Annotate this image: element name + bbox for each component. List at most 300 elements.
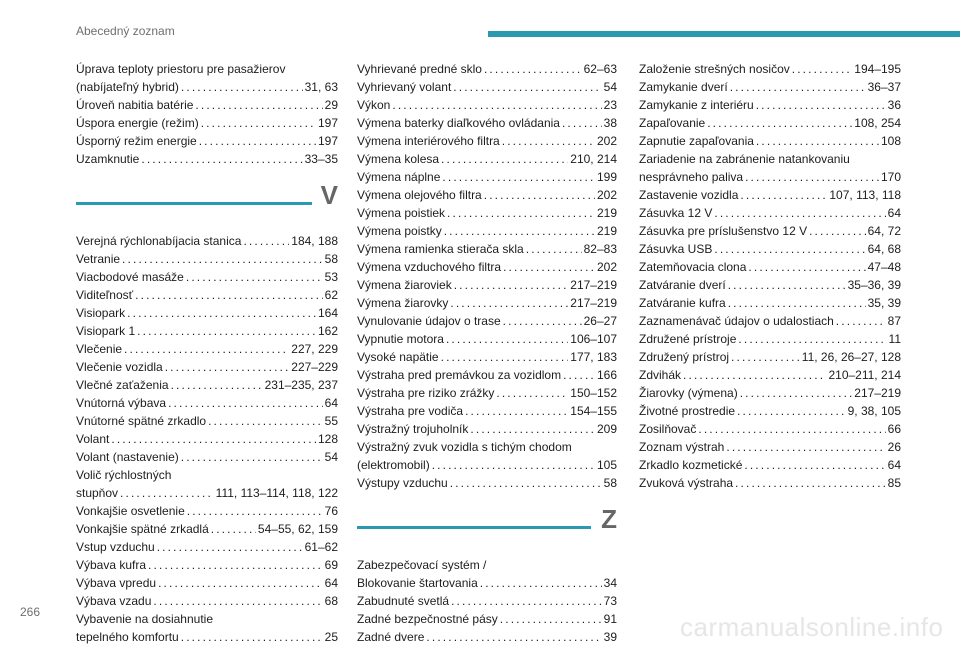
index-entry (76, 268, 338, 286)
index-entry-label: Vetranie (76, 252, 121, 266)
index-entry-line (357, 420, 617, 438)
index-entry-line (357, 384, 617, 402)
index-entry-pages: 231–235, 237 (264, 378, 338, 392)
index-entry (639, 276, 901, 294)
dot-leader (740, 186, 827, 204)
index-entry-line (639, 348, 901, 366)
index-entry-label: Výmena ramienka stierača skla (357, 242, 524, 256)
index-entry-line (357, 168, 617, 186)
index-entry-line (76, 114, 338, 132)
index-entry-line (639, 420, 901, 438)
dot-leader (432, 456, 595, 474)
index-entry-pages: 111, 113–114, 118, 122 (215, 486, 338, 500)
index-entry-pages: 162 (317, 324, 338, 338)
index-entry-pages: 58 (324, 252, 338, 266)
dot-leader (153, 592, 322, 610)
index-column-1 (76, 60, 338, 646)
index-entry (639, 474, 901, 492)
index-entry (357, 186, 617, 204)
dot-leader (745, 168, 879, 186)
index-entry-label-line: Zabezpečovací systém / (357, 558, 487, 572)
index-entry-pages: 210–211, 214 (828, 368, 901, 382)
index-entry-label: Výmena baterky diaľkového ovládania (357, 116, 560, 130)
index-entry-label: Vlečenie vozidla (76, 360, 163, 374)
index-entry (357, 150, 617, 168)
index-entry (357, 366, 617, 384)
index-entry-line (76, 502, 338, 520)
index-entry-label: Vyhrievané predné sklo (357, 62, 482, 76)
index-entry-pages: 197 (317, 134, 338, 148)
dot-leader (756, 96, 886, 114)
index-entry-line (639, 312, 901, 330)
index-entry-line (639, 438, 901, 456)
dot-leader (738, 330, 886, 348)
dot-leader (465, 402, 568, 420)
index-entry-label: stupňov (76, 486, 119, 500)
index-entry-line (357, 132, 617, 150)
dot-leader (120, 484, 214, 502)
index-entry-line (76, 412, 338, 430)
dot-leader (441, 348, 569, 366)
dot-leader (158, 574, 323, 592)
index-entry-pages: 219 (596, 224, 617, 238)
index-entry-pages: 25 (324, 630, 338, 644)
index-entry-line (76, 268, 338, 286)
index-entry-label: Vypnutie motora (357, 332, 444, 346)
dot-leader (756, 132, 879, 150)
index-entry-label: Zoznam výstrah (639, 440, 725, 454)
index-entry-label-line: Zariadenie na zabránenie natankovaniu (639, 152, 850, 166)
index-entry-label: Zastavenie vozidla (639, 188, 739, 202)
dot-leader (503, 258, 595, 276)
index-entry (357, 348, 617, 366)
index-entry-pages: 69 (324, 558, 338, 572)
index-entry-pages: 26 (887, 440, 901, 454)
index-entry-pages: 197 (317, 116, 338, 130)
index-entry (357, 258, 617, 276)
index-entry-line (76, 232, 338, 250)
index-entry-label: Zatemňovacia clona (639, 260, 747, 274)
dot-leader (730, 78, 866, 96)
index-entry-pages: 58 (603, 476, 617, 490)
dot-leader (137, 322, 316, 340)
dot-leader (470, 420, 595, 438)
index-entry-line (639, 132, 901, 150)
index-entry-label: tepelného komfortu (76, 630, 179, 644)
index-entry-pages: 64, 68 (867, 242, 901, 256)
index-entry-line (639, 330, 901, 348)
section-rule (357, 526, 591, 529)
index-entry-pages: 64 (887, 458, 901, 472)
index-entry-label: Vlečenie (76, 342, 123, 356)
dot-leader (157, 538, 303, 556)
index-entry-line (639, 168, 901, 186)
index-entry (76, 114, 338, 132)
dot-leader (526, 240, 582, 258)
index-entry-label: Žiarovky (výmena) (639, 386, 738, 400)
index-entry-label: Výmena kolesa (357, 152, 440, 166)
index-entry (357, 474, 617, 492)
index-entry-pages: 105 (596, 458, 617, 472)
index-entry-line (76, 394, 338, 412)
index-entry-label: Výmena poistiek (357, 206, 446, 220)
dot-leader (201, 114, 316, 132)
index-entry-label: Výmena olejového filtra (357, 188, 482, 202)
dot-leader (168, 394, 323, 412)
dot-leader (426, 628, 601, 646)
index-entry-label: Výstraha pre vodiča (357, 404, 464, 418)
dot-leader (124, 340, 289, 358)
page-number: 266 (20, 605, 41, 619)
index-entry (639, 204, 901, 222)
index-entry-line (76, 96, 338, 114)
index-entry-pages: 202 (596, 134, 617, 148)
dot-leader (148, 556, 323, 574)
index-entry (76, 394, 338, 412)
index-entry-label: Visiopark (76, 306, 126, 320)
section-header (357, 504, 617, 548)
running-header: Abecedný zoznam (76, 24, 175, 38)
index-entry-pages: 35, 39 (867, 296, 901, 310)
index-entry-pages: 217–219 (570, 278, 617, 292)
dot-leader (446, 330, 568, 348)
dot-leader (740, 384, 853, 402)
index-entry-label: Blokovanie štartovania (357, 576, 478, 590)
index-entry-pages: 106–107 (570, 332, 617, 346)
dot-leader (199, 132, 316, 150)
index-entry-pages: 91 (603, 612, 617, 626)
index-entry-label-line: Úprava teploty priestoru pre pasažierov (76, 62, 286, 76)
dot-leader (451, 592, 602, 610)
index-entry-line (357, 330, 617, 348)
index-entry (357, 240, 617, 258)
index-entry (357, 294, 617, 312)
index-entry (357, 168, 617, 186)
index-entry (76, 502, 338, 520)
index-entry-label: Zabudnuté svetlá (357, 594, 450, 608)
index-entry (357, 114, 617, 132)
index-entry-line (357, 276, 617, 294)
index-entry-pages: 128 (317, 432, 338, 446)
index-entry-label: Výstražný trojuholník (357, 422, 469, 436)
index-entry-pages: 227, 229 (291, 342, 338, 356)
index-entry-line (357, 474, 617, 492)
index-entry-pages: 108 (880, 134, 901, 148)
dot-leader (502, 132, 595, 150)
header-accent-bar (488, 31, 960, 37)
index-entry (639, 420, 901, 438)
index-entry-line (639, 366, 901, 384)
dot-leader (122, 250, 323, 268)
index-entry (76, 448, 338, 466)
dot-leader (187, 502, 323, 520)
index-entry-pages: 55 (324, 414, 338, 428)
index-entry (639, 114, 901, 132)
index-entry-line (76, 376, 338, 394)
index-entry-label: Verejná rýchlonabíjacia stanica (76, 234, 242, 248)
dot-leader (698, 420, 885, 438)
index-entry-pages: 36 (887, 98, 901, 112)
index-entry-line (357, 312, 617, 330)
dot-leader (735, 474, 886, 492)
index-entry-pages: 11 (888, 332, 901, 346)
index-entry-pages: 170 (880, 170, 901, 184)
index-entry (357, 60, 617, 78)
dot-leader (450, 294, 568, 312)
index-entry-label: Zapaľovanie (639, 116, 706, 130)
dot-leader (181, 628, 323, 646)
index-entry (639, 384, 901, 402)
index-entry-label: Volant (76, 432, 110, 446)
index-entry-pages: 210, 214 (570, 152, 617, 166)
index-entry-pages: 82–83 (583, 242, 617, 256)
index-entry-label: Vynulovanie údajov o trase (357, 314, 501, 328)
index-entry-pages: 184, 188 (291, 234, 338, 248)
index-entry-pages: 164 (317, 306, 338, 320)
watermark: carmanualsonline.info (680, 612, 944, 642)
dot-leader (127, 304, 316, 322)
index-entry-pages: 217–219 (570, 296, 617, 310)
index-entry-line (639, 384, 901, 402)
index-entry-label: Zadné bezpečnostné pásy (357, 612, 498, 626)
index-entry-line (76, 304, 338, 322)
index-entry-line (357, 348, 617, 366)
index-entry-label: Výmena interiérového filtra (357, 134, 500, 148)
index-entry (76, 232, 338, 250)
dot-leader (181, 78, 303, 96)
index-entry-label: Uzamknutie (76, 152, 140, 166)
index-entry-line (639, 276, 901, 294)
index-entry-label: Vnútorné spätné zrkadlo (76, 414, 207, 428)
index-entry-pages: 202 (596, 260, 617, 274)
dot-leader (141, 150, 302, 168)
index-entry (357, 402, 617, 420)
index-entry-pages: 9, 38, 105 (847, 404, 901, 418)
index-entry (639, 456, 901, 474)
index-entry-line (639, 456, 901, 474)
index-entry-label: Výstraha pre riziko zrážky (357, 386, 495, 400)
index-entry-pages: 54 (324, 450, 338, 464)
index-entry-label-line: Výstražný zvuk vozidla s tichým chodom (357, 440, 572, 454)
dot-leader (748, 258, 865, 276)
index-entry (357, 204, 617, 222)
index-entry (357, 628, 617, 646)
index-entry-label: Životné prostredie (639, 404, 736, 418)
index-entry-label: Volant (nastavenie) (76, 450, 179, 464)
index-entry-label-line: Volič rýchlostných (76, 468, 172, 482)
index-entry (76, 60, 338, 96)
index-entry-pages: 54 (603, 80, 617, 94)
index-entry (76, 592, 338, 610)
index-entry-label: Výmena vzduchového filtra (357, 260, 502, 274)
index-entry-label: Zvuková výstraha (639, 476, 734, 490)
index-entry (639, 330, 901, 348)
index-entry (76, 96, 338, 114)
dot-leader (441, 150, 568, 168)
dot-leader (728, 294, 866, 312)
index-entry-label: nesprávneho paliva (639, 170, 744, 184)
index-entry-pages: 209 (596, 422, 617, 436)
index-entry-label: Visiopark 1 (76, 324, 136, 338)
dot-leader (450, 474, 602, 492)
dot-leader (737, 402, 846, 420)
index-entry (639, 258, 901, 276)
index-entry-line (357, 150, 617, 168)
index-entry-pages: 199 (596, 170, 617, 184)
index-entry-line (639, 240, 901, 258)
index-entry (76, 574, 338, 592)
dot-leader (186, 268, 323, 286)
index-entry-label: Založenie strešných nosičov (639, 62, 790, 76)
index-entry-label: Výstupy vzduchu (357, 476, 448, 490)
index-entry (357, 132, 617, 150)
dot-leader (392, 96, 601, 114)
index-entry-pages: 54–55, 62, 159 (257, 522, 338, 536)
index-entry-label: (elektromobil) (357, 458, 430, 472)
index-entry-label: Úspora energie (režim) (76, 116, 199, 130)
index-entry-label: Úsporný režim energie (76, 134, 197, 148)
dot-leader (809, 222, 866, 240)
index-entry-line (357, 456, 617, 474)
index-entry-pages: 64 (324, 396, 338, 410)
index-entry-label: Vstup vzduchu (76, 540, 155, 554)
index-entry-pages: 87 (887, 314, 901, 328)
index-entry (639, 150, 901, 186)
index-column-3 (639, 60, 901, 492)
index-entry-pages: 177, 183 (570, 350, 617, 364)
dot-leader (728, 276, 846, 294)
index-entry-pages: 62–63 (583, 62, 617, 76)
index-entry-pages: 31, 63 (304, 80, 338, 94)
index-entry (76, 340, 338, 358)
index-entry-label: Viacbodové masáže (76, 270, 184, 284)
index-entry (357, 420, 617, 438)
index-entry-line (639, 78, 901, 96)
index-entry-pages: 150–152 (570, 386, 617, 400)
index-entry-pages: 64, 72 (867, 224, 901, 238)
index-entry-pages: 85 (887, 476, 901, 490)
index-entry-pages: 154–155 (570, 404, 617, 418)
index-entry-line (357, 186, 617, 204)
index-entry-label: Výmena žiarovky (357, 296, 449, 310)
index-entry-line (357, 610, 617, 628)
index-entry-line (639, 294, 901, 312)
dot-leader (442, 168, 595, 186)
index-entry-pages: 73 (603, 594, 617, 608)
index-entry (639, 186, 901, 204)
index-entry-label: Zamykanie z interiéru (639, 98, 754, 112)
index-entry-pages: 202 (596, 188, 617, 202)
index-entry (76, 304, 338, 322)
index-entry-label: Zrkadlo kozmetické (639, 458, 743, 472)
index-entry-label: Vnútorná výbava (76, 396, 167, 410)
index-entry-pages: 62 (324, 288, 338, 302)
index-entry-line (357, 78, 617, 96)
index-entry-pages: 108, 254 (854, 116, 901, 130)
index-entry-line (639, 222, 901, 240)
index-entry (639, 294, 901, 312)
index-entry (357, 312, 617, 330)
index-entry (357, 556, 617, 592)
index-entry-line (76, 286, 338, 304)
dot-leader (135, 286, 322, 304)
dot-leader (792, 60, 853, 78)
index-entry-line (76, 538, 338, 556)
index-entry (357, 96, 617, 114)
index-entry-line (357, 592, 617, 610)
index-entry-label: Zamykanie dverí (639, 80, 728, 94)
index-entry-line (639, 114, 901, 132)
index-entry-line (76, 574, 338, 592)
index-entry (639, 240, 901, 258)
index-entry (639, 348, 901, 366)
dot-leader (731, 348, 800, 366)
index-entry (357, 78, 617, 96)
index-entry-line (357, 204, 617, 222)
index-entry-label: Vonkajšie osvetlenie (76, 504, 185, 518)
index-entry-label: (nabíjateľný hybrid) (76, 80, 179, 94)
index-entry-label: Združený prístroj (639, 350, 730, 364)
index-entry-label: Výbava kufra (76, 558, 147, 572)
index-entry-label-line: Vybavenie na dosiahnutie (76, 612, 213, 626)
index-entry-pages: 36–37 (867, 80, 901, 94)
dot-leader (211, 520, 256, 538)
index-entry (76, 132, 338, 150)
index-entry (639, 78, 901, 96)
index-entry (357, 222, 617, 240)
dot-leader (714, 240, 865, 258)
dot-leader (165, 358, 290, 376)
dot-leader (454, 276, 569, 294)
index-entry-line (76, 448, 338, 466)
index-entry-line (639, 258, 901, 276)
section-header (76, 180, 338, 224)
index-entry (357, 330, 617, 348)
index-entry-line (76, 628, 338, 646)
index-entry-line (76, 520, 338, 538)
index-entry-line (357, 366, 617, 384)
index-entry-line (76, 556, 338, 574)
index-entry-label: Zásuvka USB (639, 242, 713, 256)
index-entry (76, 430, 338, 448)
index-entry-label: Vonkajšie spätné zrkadlá (76, 522, 209, 536)
index-entry-pages: 219 (596, 206, 617, 220)
dot-leader (111, 430, 316, 448)
index-entry-line (357, 240, 617, 258)
index-entry-pages: 47–48 (867, 260, 901, 274)
index-entry (357, 592, 617, 610)
index-entry (357, 384, 617, 402)
index-entry-label: Vyhrievaný volant (357, 80, 452, 94)
index-entry-label: Výbava vpredu (76, 576, 157, 590)
index-entry-pages: 107, 113, 118 (829, 188, 901, 202)
dot-leader (447, 204, 595, 222)
dot-leader (195, 96, 322, 114)
index-entry-line (76, 322, 338, 340)
index-entry-pages: 38 (603, 116, 617, 130)
index-entry-label: Zaznamenávač údajov o udalostiach (639, 314, 834, 328)
index-entry-label: Zásuvka 12 V (639, 206, 713, 220)
index-entry-label: Výkon (357, 98, 391, 112)
index-entry-line (357, 114, 617, 132)
index-entry-line (639, 402, 901, 420)
index-entry-line (76, 150, 338, 168)
index-entry-line (639, 204, 901, 222)
index-entry (639, 438, 901, 456)
index-entry (76, 322, 338, 340)
index-entry (639, 60, 901, 78)
dot-leader (484, 186, 595, 204)
